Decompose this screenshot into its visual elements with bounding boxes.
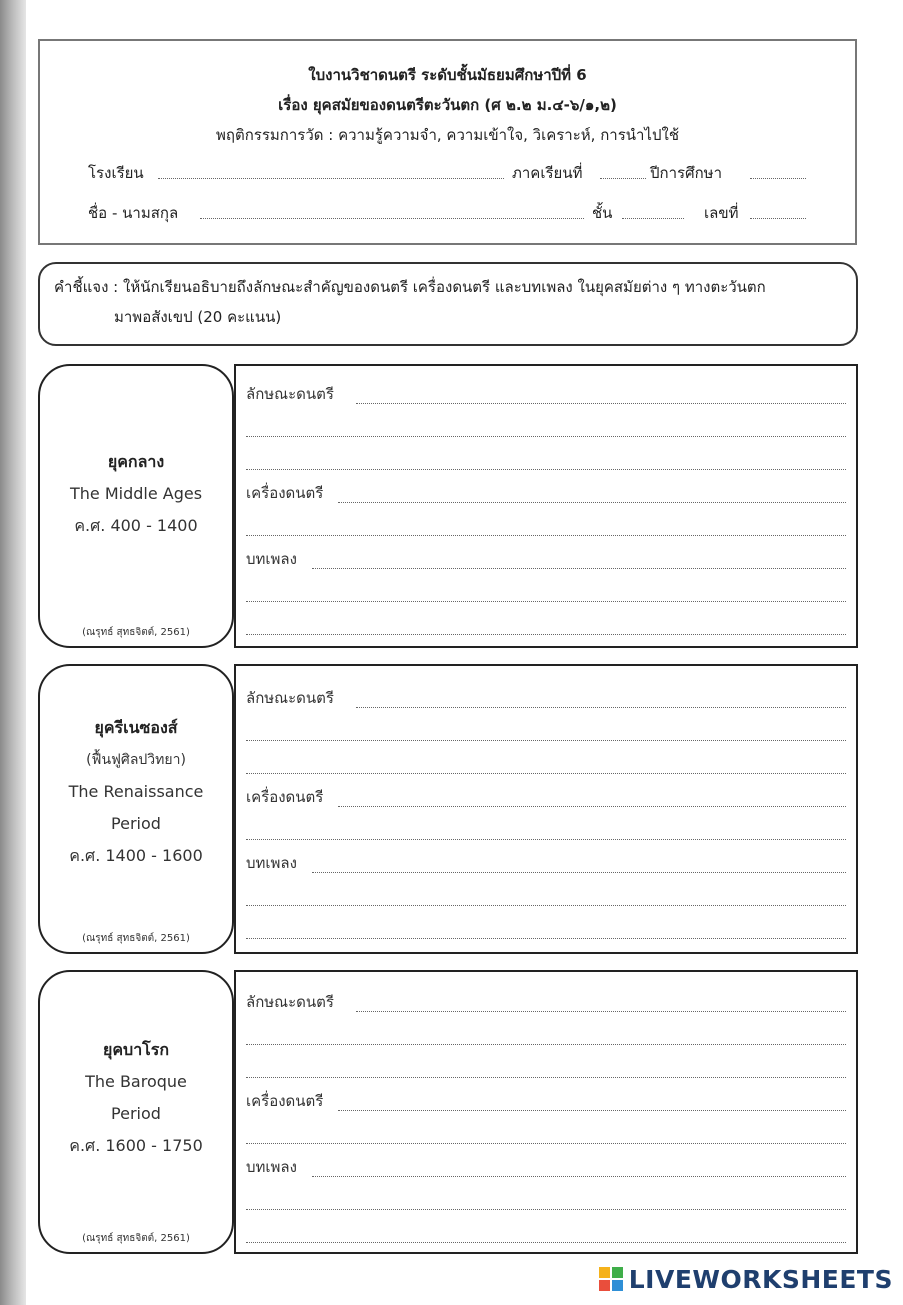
fullname-field[interactable] [200,218,584,219]
instructions-line-2: มาพอสังเขป (20 คะแนน) [114,308,282,326]
answer-line[interactable] [312,872,846,873]
answer-line[interactable] [246,740,846,741]
answer-row[interactable] [246,820,846,842]
era-name-th: ยุคกลาง [107,452,165,471]
era-card-middle-ages [38,364,234,648]
logo-square [612,1267,623,1278]
class-field[interactable] [622,218,684,219]
answer-row[interactable] [246,615,846,637]
instruments-label: เครื่องดนตรี [246,1092,324,1110]
measurement-behavior: พฤติกรรมการวัด : ความรู้ความจำ, ความเข้าใจ, วิเคราะห์, การนำไปใช้ [215,126,680,144]
answer-line[interactable] [246,1077,846,1078]
logo-square [599,1267,610,1278]
answer-row[interactable] [246,450,846,472]
answer-row[interactable] [246,1124,846,1146]
answer-line[interactable] [246,773,846,774]
era-years: ค.ศ. 1600 - 1750 [69,1136,203,1155]
answer-line[interactable] [246,1044,846,1045]
answer-row[interactable] [246,919,846,941]
answer-line[interactable] [338,502,846,503]
era-name-en: The Middle Ages [69,484,203,503]
liveworksheets-logo-text: LIVEWORKSHEETS [628,1264,893,1294]
liveworksheets-logo [599,1262,893,1296]
student-number-field[interactable] [750,218,806,219]
answer-row-instruments[interactable] [246,1091,846,1113]
student-number-label: เลขที่ [704,204,739,222]
answer-row-characteristics[interactable] [246,688,846,710]
era-name-en: The Baroque [85,1072,187,1091]
era-name-th-alt: (ฟื้นฟูศิลปวิทยา) [86,752,186,768]
semester-label: ภาคเรียนที่ [512,164,583,182]
instructions-line-1: คำชี้แจง : ให้นักเรียนอธิบายถึงลักษณะสำคัญของดนตรี เครื่องดนตรี และบทเพลง ในยุคสมัยต่าง ๆ ทางตะวันตก [54,278,766,296]
era-name-en-2: Period [111,814,161,833]
era-name-en-2: Period [111,1104,161,1123]
answer-row[interactable] [246,1025,846,1047]
instruments-label: เครื่องดนตรี [246,788,324,806]
answer-row-songs[interactable] [246,1157,846,1179]
semester-field[interactable] [600,178,646,179]
answer-box-baroque [234,970,858,1254]
answer-line[interactable] [356,1011,846,1012]
school-label: โรงเรียน [88,164,144,182]
academic-year-label: ปีการศึกษา [650,164,722,182]
era-name-th: ยุครีเนซองส์ [94,718,178,737]
answer-box-middle-ages [234,364,858,648]
worksheet-title: ใบงานวิชาดนตรี ระดับชั้นมัธยมศึกษาปีที่ 6 [308,66,587,84]
answer-line[interactable] [246,839,846,840]
answer-row-songs[interactable] [246,549,846,571]
answer-row[interactable] [246,417,846,439]
answer-row[interactable] [246,1223,846,1245]
songs-label: บทเพลง [246,1158,297,1176]
era-citation: (ณรุทธ์ สุทธจิตต์, 2561) [82,627,190,638]
era-card-renaissance [38,664,234,954]
answer-line[interactable] [246,535,846,536]
worksheet-subject: เรื่อง ยุคสมัยของดนตรีตะวันตก (ศ ๒.๒ ม.๔-๖/๑,๒) [278,96,617,114]
answer-row[interactable] [246,721,846,743]
answer-row-characteristics[interactable] [246,992,846,1014]
answer-row-instruments[interactable] [246,483,846,505]
era-name-en: The Renaissance [68,782,204,801]
answer-row[interactable] [246,1058,846,1080]
fullname-label: ชื่อ - นามสกุล [88,204,179,222]
answer-line[interactable] [246,905,846,906]
era-name-th: ยุคบาโรก [102,1040,170,1059]
era-years: ค.ศ. 1400 - 1600 [69,846,203,865]
answer-row[interactable] [246,516,846,538]
school-field[interactable] [158,178,504,179]
answer-row[interactable] [246,886,846,908]
academic-year-field[interactable] [750,178,806,179]
instructions-box [38,262,858,346]
answer-line[interactable] [246,1143,846,1144]
answer-line[interactable] [246,634,846,635]
answer-line[interactable] [356,707,846,708]
answer-line[interactable] [246,1242,846,1243]
liveworksheets-logo-icon [599,1267,623,1291]
answer-line[interactable] [338,1110,846,1111]
songs-label: บทเพลง [246,854,297,872]
answer-box-renaissance [234,664,858,954]
characteristics-label: ลักษณะดนตรี [246,385,334,403]
page-binding-shadow [0,0,26,1305]
answer-row[interactable] [246,1190,846,1212]
answer-line[interactable] [246,1209,846,1210]
answer-row-songs[interactable] [246,853,846,875]
instruments-label: เครื่องดนตรี [246,484,324,502]
answer-line[interactable] [312,1176,846,1177]
answer-line[interactable] [246,436,846,437]
answer-line[interactable] [246,601,846,602]
era-citation: (ณรุทธ์ สุทธจิตต์, 2561) [82,1233,190,1244]
characteristics-label: ลักษณะดนตรี [246,689,334,707]
answer-line[interactable] [312,568,846,569]
answer-row[interactable] [246,754,846,776]
worksheet-header [38,39,857,245]
answer-row[interactable] [246,582,846,604]
answer-line[interactable] [356,403,846,404]
era-years: ค.ศ. 400 - 1400 [74,516,198,535]
answer-row-characteristics[interactable] [246,384,846,406]
characteristics-label: ลักษณะดนตรี [246,993,334,1011]
answer-line[interactable] [246,469,846,470]
era-citation: (ณรุทธ์ สุทธจิตต์, 2561) [82,933,190,944]
logo-square [612,1280,623,1291]
class-label: ชั้น [592,204,613,222]
answer-line[interactable] [246,938,846,939]
era-card-baroque [38,970,234,1254]
answer-row-instruments[interactable] [246,787,846,809]
logo-square [599,1280,610,1291]
answer-line[interactable] [338,806,846,807]
songs-label: บทเพลง [246,550,297,568]
